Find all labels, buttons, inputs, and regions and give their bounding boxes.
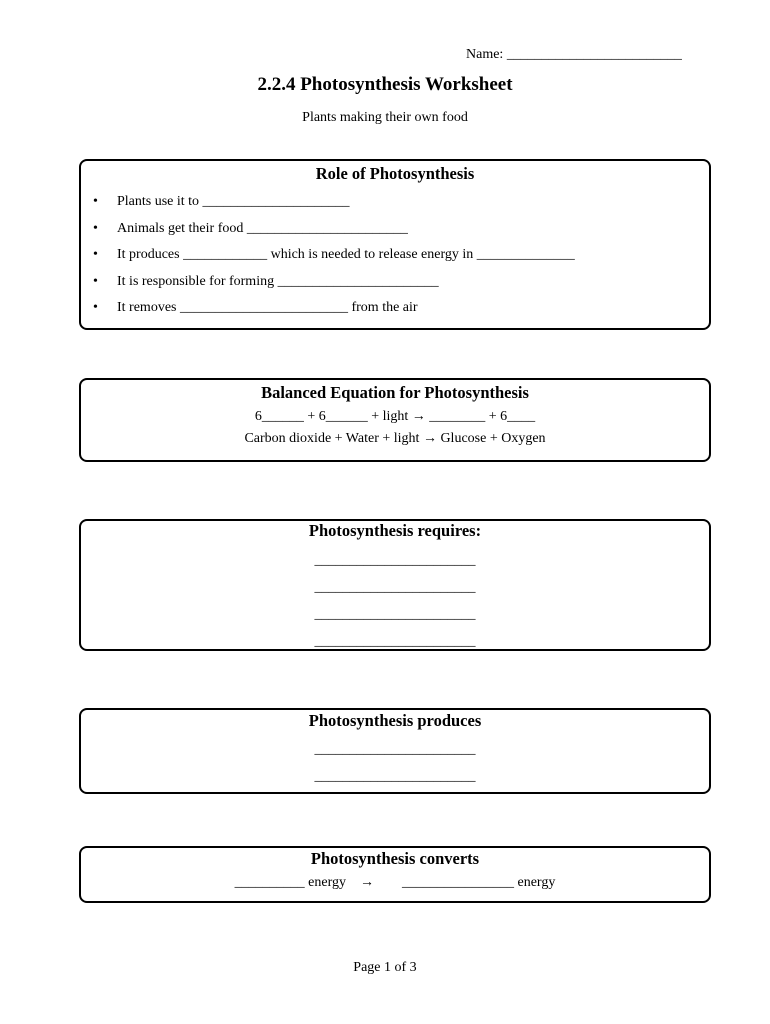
list-item: • It is responsible for forming _______________________ <box>81 272 709 299</box>
answer-blank: _______________________ <box>314 607 476 622</box>
worksheet-subtitle: Plants making their own food <box>302 110 468 125</box>
answer-blank: _______________________ <box>314 769 476 784</box>
list-item: • Animals get their food _______________________ <box>81 219 709 246</box>
equation-word-line: Carbon dioxide + Water + light → Glucose + Oxygen <box>244 431 546 446</box>
list-item: • It removes ________________________ from the air <box>81 298 709 325</box>
equation-blank-line: 6______ + 6______ + light → ________ + 6____ <box>254 409 536 424</box>
list-item: • Plants use it to _____________________ <box>81 192 709 219</box>
answer-blank: _______________________ <box>314 634 476 649</box>
worksheet-title: 2.2.4 Photosynthesis Worksheet <box>257 74 513 95</box>
page-number: Page 1 of 3 <box>353 960 417 975</box>
balanced-equation-box <box>79 378 711 462</box>
converts-box-title: Photosynthesis converts <box>310 849 480 868</box>
role-of-photosynthesis-box <box>79 159 711 330</box>
photosynthesis-requires-box <box>79 519 711 651</box>
name-field-line: Name: _________________________ <box>466 47 682 62</box>
equation-box-title: Balanced Equation for Photosynthesis <box>261 383 529 402</box>
photosynthesis-converts-box <box>79 846 711 903</box>
role-box-title: Role of Photosynthesis <box>315 164 475 183</box>
answer-blank: _______________________ <box>314 553 476 568</box>
answer-blank: _______________________ <box>314 580 476 595</box>
photosynthesis-produces-box <box>79 708 711 794</box>
role-bullet-list <box>81 192 709 325</box>
converts-energy-line: __________ energy → ________________ energy <box>234 875 556 890</box>
list-item: • It produces ____________ which is needed to release energy in ______________ <box>81 245 709 272</box>
produces-box-title: Photosynthesis produces <box>308 711 482 730</box>
answer-blank: _______________________ <box>314 742 476 757</box>
requires-box-title: Photosynthesis requires: <box>308 521 482 540</box>
